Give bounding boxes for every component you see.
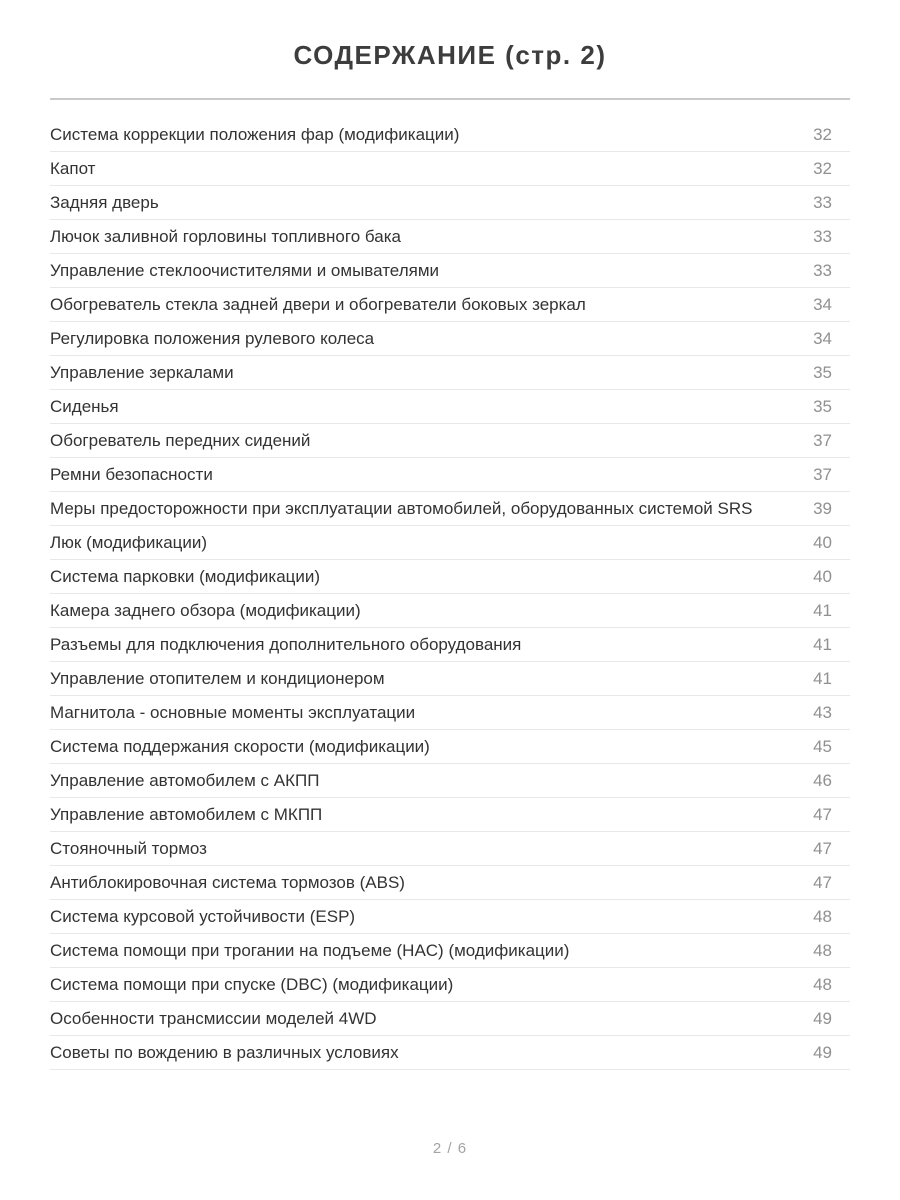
toc-entry[interactable] <box>50 356 850 390</box>
toc-entry-page: 40 <box>813 532 832 552</box>
toc-entry[interactable] <box>50 152 850 186</box>
toc-entry[interactable] <box>50 662 850 696</box>
toc-entry-title: Особенности трансмиссии моделей 4WD <box>50 1008 377 1028</box>
toc-entry-page: 45 <box>813 736 832 756</box>
toc-entry-page: 41 <box>813 634 832 654</box>
toc-entry[interactable] <box>50 322 850 356</box>
toc-entry-page: 49 <box>813 1042 832 1062</box>
toc-entry-title: Магнитола - основные моменты эксплуатации <box>50 702 416 722</box>
toc-entry-page: 47 <box>813 872 832 892</box>
toc-entry-page: 41 <box>813 600 832 620</box>
toc-entry[interactable] <box>50 1036 850 1070</box>
toc-entry-page: 37 <box>813 430 832 450</box>
toc-entry-page: 39 <box>813 498 832 518</box>
toc-entry-title: Управление отопителем и кондиционером <box>50 668 385 688</box>
toc-entry-title: Управление стеклоочистителями и омывателями <box>50 260 439 280</box>
toc-entry-page: 33 <box>813 260 832 280</box>
page-footer <box>0 1140 900 1158</box>
toc-entry[interactable] <box>50 560 850 594</box>
toc-header <box>0 0 900 70</box>
page-title: СОДЕРЖАНИЕ (стр. 2) <box>293 40 607 70</box>
toc-entry-title: Система помощи при трогании на подъеме (HAC) (модификации) <box>50 940 570 960</box>
toc-entry-page: 34 <box>813 294 832 314</box>
toc-entry-page: 49 <box>813 1008 832 1028</box>
toc-entry-page: 32 <box>813 158 832 178</box>
toc-entry[interactable] <box>50 424 850 458</box>
toc-entry[interactable] <box>50 764 850 798</box>
toc-entry-page: 35 <box>813 362 832 382</box>
toc-entry-title: Управление автомобилем с АКПП <box>50 770 320 790</box>
toc-entry-title: Камера заднего обзора (модификации) <box>50 600 361 620</box>
toc-entry[interactable] <box>50 458 850 492</box>
toc-entry[interactable] <box>50 696 850 730</box>
toc-entry-page: 35 <box>813 396 832 416</box>
toc-entry-page: 33 <box>813 192 832 212</box>
toc-entry-title: Управление автомобилем с МКПП <box>50 804 323 824</box>
toc-entry-title: Сиденья <box>50 396 119 416</box>
toc-entry-title: Меры предосторожности при эксплуатации автомобилей, оборудованных системой SRS <box>50 498 753 518</box>
toc-entry-title: Лючок заливной горловины топливного бака <box>50 226 401 246</box>
toc-entry[interactable] <box>50 118 850 152</box>
toc-entry-title: Люк (модификации) <box>50 532 208 552</box>
toc-entry[interactable] <box>50 832 850 866</box>
toc-entry-page: 41 <box>813 668 832 688</box>
toc-entry-title: Капот <box>50 158 96 178</box>
toc-entry-title: Система помощи при спуске (DBC) (модификации) <box>50 974 454 994</box>
toc-entry-page: 33 <box>813 226 832 246</box>
toc-entry-title: Ремни безопасности <box>50 464 213 484</box>
toc-entry[interactable] <box>50 594 850 628</box>
toc-list <box>50 118 850 1070</box>
toc-entry[interactable] <box>50 628 850 662</box>
toc-entry-page: 47 <box>813 804 832 824</box>
toc-entry-title: Антиблокировочная система тормозов (ABS) <box>50 872 405 892</box>
toc-entry-title: Обогреватель стекла задней двери и обогреватели боковых зеркал <box>50 294 586 314</box>
toc-entry[interactable] <box>50 934 850 968</box>
toc-entry-page: 46 <box>813 770 832 790</box>
toc-entry-title: Разъемы для подключения дополнительного оборудования <box>50 634 522 654</box>
toc-entry-title: Стояночный тормоз <box>50 838 207 858</box>
toc-entry[interactable] <box>50 968 850 1002</box>
toc-entry-page: 34 <box>813 328 832 348</box>
toc-entry[interactable] <box>50 1002 850 1036</box>
toc-entry[interactable] <box>50 866 850 900</box>
toc-entry-page: 48 <box>813 974 832 994</box>
toc-entry-title: Регулировка положения рулевого колеса <box>50 328 375 348</box>
toc-entry-page: 47 <box>813 838 832 858</box>
toc-entry-title: Задняя дверь <box>50 192 159 212</box>
toc-entry-title: Система коррекции положения фар (модификации) <box>50 124 460 144</box>
toc-entry[interactable] <box>50 798 850 832</box>
toc-entry[interactable] <box>50 186 850 220</box>
toc-entry[interactable] <box>50 492 850 526</box>
toc-entry-title: Обогреватель передних сидений <box>50 430 311 450</box>
toc-entry-page: 32 <box>813 124 832 144</box>
toc-entry[interactable] <box>50 288 850 322</box>
toc-entry[interactable] <box>50 254 850 288</box>
toc-entry-page: 40 <box>813 566 832 586</box>
toc-entry-page: 37 <box>813 464 832 484</box>
toc-entry-title: Система парковки (модификации) <box>50 566 321 586</box>
toc-entry[interactable] <box>50 900 850 934</box>
page-indicator: 2 / 6 <box>432 1140 468 1157</box>
toc-entry-page: 48 <box>813 906 832 926</box>
header-divider <box>50 98 850 100</box>
toc-entry-title: Система поддержания скорости (модификации) <box>50 736 430 756</box>
toc-entry[interactable] <box>50 220 850 254</box>
toc-entry[interactable] <box>50 390 850 424</box>
toc-entry[interactable] <box>50 526 850 560</box>
toc-entry-page: 43 <box>813 702 832 722</box>
toc-entry[interactable] <box>50 730 850 764</box>
toc-entry-title: Система курсовой устойчивости (ESP) <box>50 906 356 926</box>
toc-entry-page: 48 <box>813 940 832 960</box>
toc-entry-title: Управление зеркалами <box>50 362 234 382</box>
toc-entry-title: Советы по вождению в различных условиях <box>50 1042 399 1062</box>
